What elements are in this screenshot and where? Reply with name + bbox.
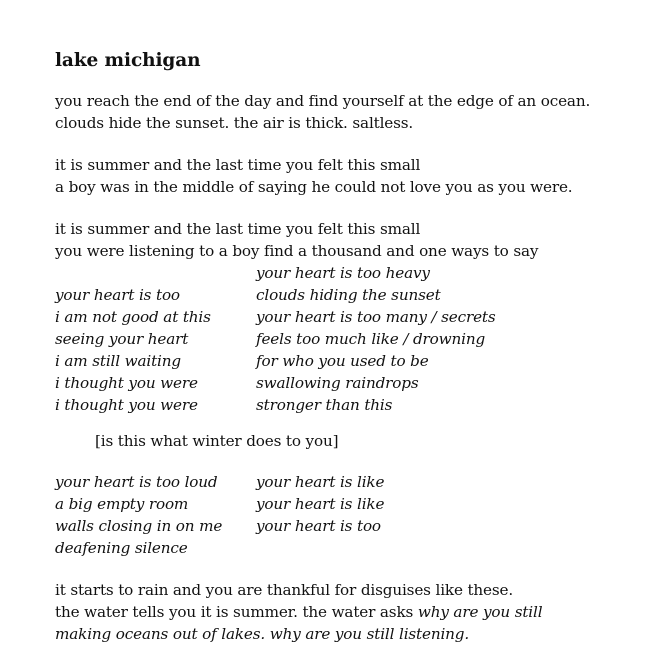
column-line: deafening silence: [55, 539, 188, 557]
column-line: your heart is like: [256, 495, 385, 513]
column-line: your heart is too: [256, 517, 381, 535]
column-line: your heart is too: [55, 286, 180, 304]
column-line: i thought you were: [55, 396, 198, 414]
stanza-line: clouds hide the sunset. the air is thick. saltless.: [55, 114, 414, 132]
left-column: [55, 262, 256, 416]
stanza-line: you were listening to a boy find a thousand and one ways to say: [55, 242, 539, 260]
column-line: stronger than this: [256, 396, 393, 414]
column-line: your heart is too many / secrets: [256, 308, 496, 326]
stanza-line: a boy was in the middle of saying he could not love you as you were.: [55, 178, 573, 196]
stanza-line: making oceans out of lakes. why are you still listening.: [55, 625, 470, 643]
column-line: for who you used to be: [256, 352, 429, 370]
two-column-block-1: [55, 262, 655, 416]
column-line: a big empty room: [55, 495, 189, 513]
column-line: clouds hiding the sunset: [256, 286, 441, 304]
line-plain-part: the water tells you it is summer. the water asks: [55, 603, 418, 621]
left-column: [55, 471, 256, 559]
stanza-2: [55, 154, 655, 198]
column-line: seeing your heart: [55, 330, 189, 348]
column-line: i thought you were: [55, 374, 198, 392]
column-line: swallowing raindrops: [256, 374, 419, 392]
stanza-line: [55, 601, 655, 623]
column-line: your heart is like: [256, 473, 385, 491]
poem-page: [55, 48, 655, 645]
column-line: [55, 262, 256, 284]
column-line: [256, 537, 384, 559]
line-italic-part: why are you still: [417, 603, 543, 621]
stanza-line: it starts to rain and you are thankful for disguises like these.: [55, 581, 514, 599]
bracket-line: [is this what winter does to you]: [95, 432, 339, 450]
two-column-block-2: [55, 471, 655, 559]
stanza-line: it is summer and the last time you felt this small: [55, 220, 421, 238]
column-line: i am still waiting: [55, 352, 181, 370]
stanza-3: [55, 218, 655, 262]
column-line: your heart is too heavy: [256, 264, 430, 282]
final-stanza: [55, 579, 655, 645]
column-line: feels too much like / drowning: [256, 330, 486, 348]
column-line: your heart is too loud: [55, 473, 218, 491]
stanza-line: it is summer and the last time you felt this small: [55, 156, 421, 174]
column-line: walls closing in on me: [55, 517, 223, 535]
right-column: [256, 262, 496, 416]
stanza-1: [55, 90, 655, 134]
column-line: i am not good at this: [55, 308, 211, 326]
right-column: [256, 471, 384, 559]
poem-title: lake michigan: [55, 50, 201, 71]
stanza-line: you reach the end of the day and find yourself at the edge of an ocean.: [55, 92, 591, 110]
